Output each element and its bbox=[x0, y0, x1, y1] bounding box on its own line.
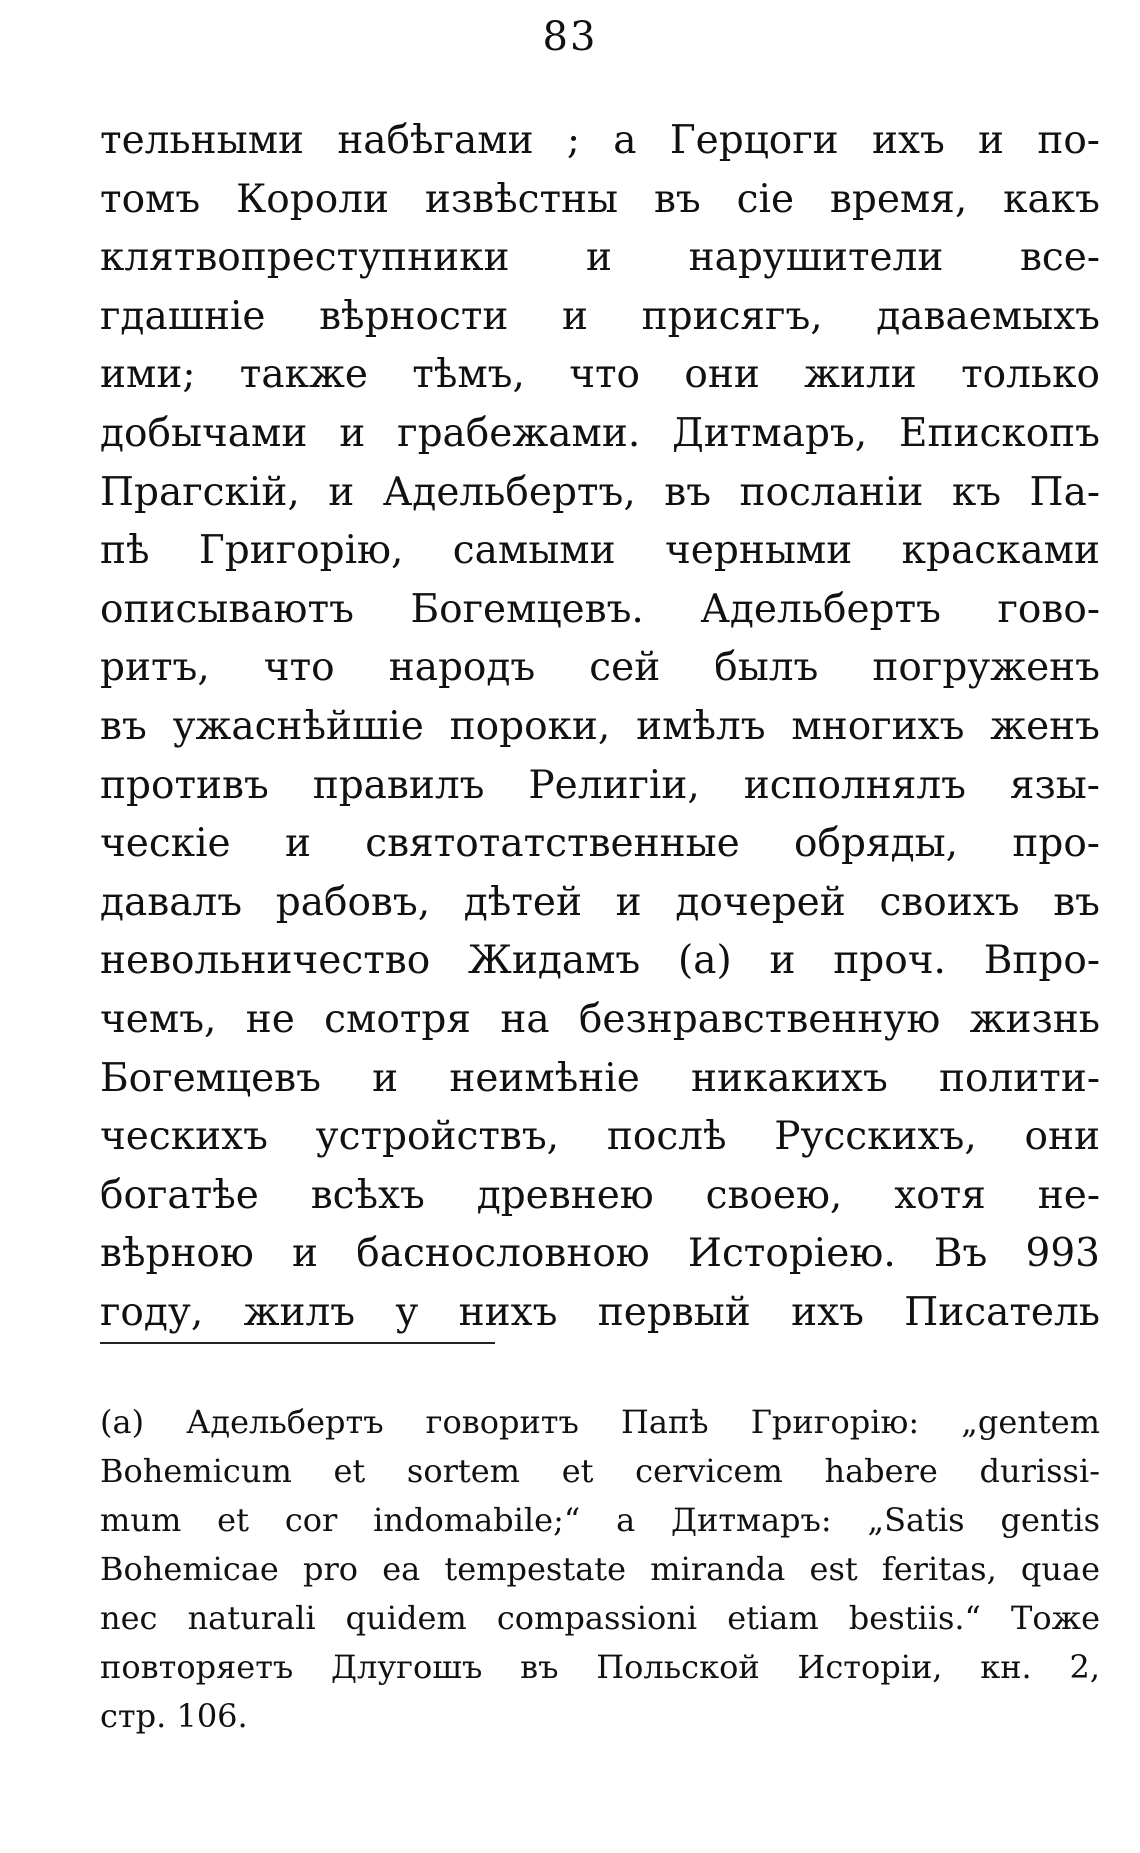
main-text-line: противъ правилъ Религіи, исполнялъ язы- bbox=[100, 762, 1100, 808]
footnote-line: Bohemicae pro ea tempestate miranda est feritas, quae bbox=[100, 1550, 1100, 1588]
footnote-line: стр. 106. bbox=[100, 1697, 248, 1735]
main-text-line: ритъ, что народъ сей былъ погруженъ bbox=[100, 645, 1100, 691]
main-text-line: тельными набѣгами ; а Герцоги ихъ и по- bbox=[100, 118, 1100, 163]
footnote bbox=[100, 1398, 1100, 1741]
main-text-line: томъ Короли извѣстны въ сіе время, какъ bbox=[100, 176, 1100, 222]
main-text-line: году, жилъ у нихъ первый ихъ Писатель bbox=[100, 1289, 1100, 1335]
footnote-line: повторяетъ Длугошъ въ Польской Исторіи, кн. 2, bbox=[100, 1648, 1100, 1686]
main-text-line: пѣ Григорію, самыми черными красками bbox=[100, 528, 1100, 574]
footnote-line: nec naturali quidem compassioni etiam bestiis.“ Тоже bbox=[100, 1599, 1100, 1637]
main-text-line: Прагскій, и Адельбертъ, въ посланіи къ Па- bbox=[100, 469, 1100, 515]
main-text-line: описываютъ Богемцевъ. Адельбертъ гово- bbox=[100, 586, 1100, 632]
main-text-line: вѣрною и баснословною Исторіею. Въ 993 bbox=[100, 1231, 1100, 1277]
main-text bbox=[100, 112, 1100, 1342]
page-number: 83 bbox=[542, 14, 598, 60]
footnote-line: Bohemicum et sortem et cervicem habere durissi- bbox=[100, 1452, 1100, 1490]
main-text-line: клятвопреступники и нарушители все- bbox=[100, 235, 1100, 281]
main-text-line: ческихъ устройствъ, послѣ Русскихъ, они bbox=[100, 1114, 1100, 1160]
main-text-line: Богемцевъ и неимѣніе никакихъ полити- bbox=[100, 1055, 1100, 1101]
main-text-line: ческіе и святотатственные обряды, про- bbox=[100, 821, 1100, 867]
main-text-line: чемъ, не смотря на безнравственную жизнь bbox=[100, 996, 1100, 1042]
footnote-line: (а) Адельбертъ говоритъ Папѣ Григорію: „gentem bbox=[100, 1403, 1100, 1441]
footnote-line: mum et cor indomabile;“ а Дитмаръ: „Satis gentis bbox=[100, 1501, 1100, 1539]
main-text-line: гдашніе вѣрности и присягъ, даваемыхъ bbox=[100, 293, 1100, 339]
main-text-line: давалъ рабовъ, дѣтей и дочерей своихъ въ bbox=[100, 879, 1100, 925]
main-text-line: добычами и грабежами. Дитмаръ, Епископъ bbox=[100, 410, 1100, 456]
footnote-divider bbox=[100, 1342, 495, 1344]
main-text-line: невольничество Жидамъ (а) и проч. Впро- bbox=[100, 938, 1100, 984]
main-text-line: ими; также тѣмъ, что они жили только bbox=[100, 352, 1100, 398]
main-text-line: богатѣе всѣхъ древнею своею, хотя не- bbox=[100, 1172, 1100, 1218]
main-text-line: въ ужаснѣйшіе пороки, имѣлъ многихъ женъ bbox=[100, 703, 1100, 749]
